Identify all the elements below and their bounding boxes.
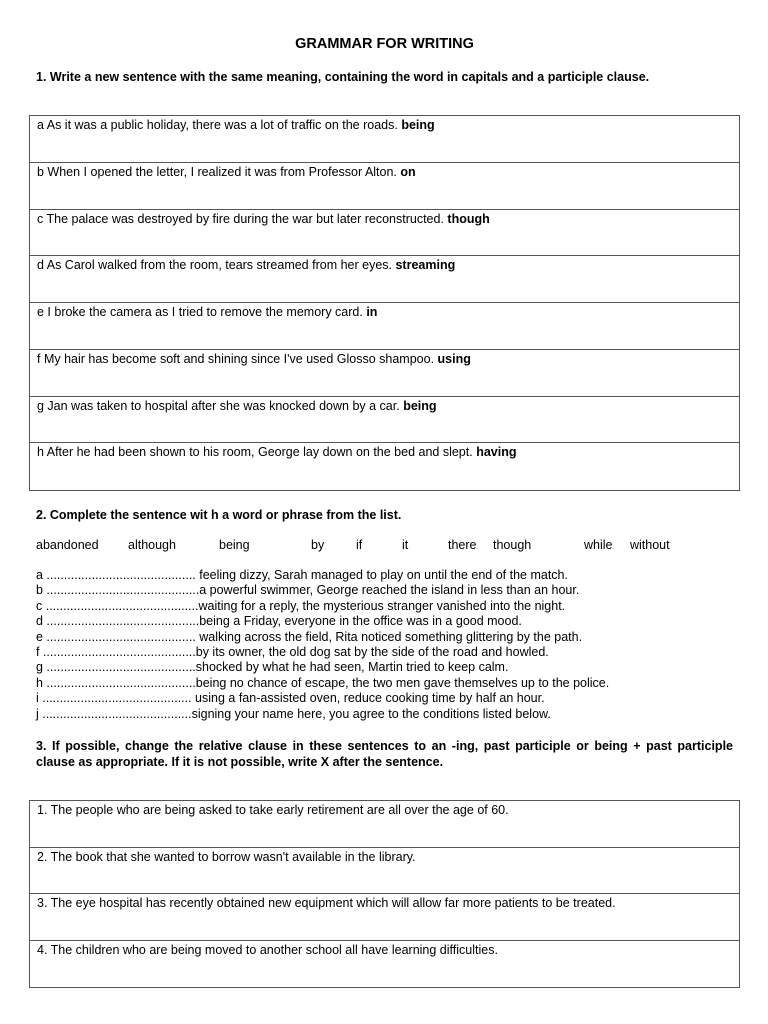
exercise2-sentence[interactable]: g ...........................................shocked by what he had seen, Martin tried to keep calm. — [36, 660, 509, 675]
exercise1-item[interactable] — [30, 303, 739, 350]
word-list-item: abandoned — [36, 538, 99, 552]
word-list-item: though — [493, 538, 532, 552]
word-list-item: without — [630, 538, 670, 552]
word-list-item: being — [219, 538, 250, 552]
exercise1-keyword: in — [366, 305, 378, 319]
exercise1-sentence: a As it was a public holiday, there was a lot of traffic on the roads. — [37, 118, 402, 132]
exercise3-item[interactable] — [30, 894, 739, 941]
exercise1-keyword: having — [476, 445, 517, 460]
section1-instruction: 1. Write a new sentence with the same meaning, containing the word in capitals and a participle clause. — [36, 70, 650, 84]
exercise1-item[interactable] — [30, 350, 739, 397]
exercise1-sentence: g Jan was taken to hospital after she was knocked down by a car. — [37, 398, 404, 413]
section3-instruction: 3. If possible, change the relative clause in these sentences to an -ing, past participle or being + past participle clause as appropriate. If it is not possible, write X after the sentence. — [36, 739, 733, 769]
section1-answer-table — [29, 115, 740, 491]
exercise1-keyword: streaming — [395, 258, 456, 273]
exercise2-sentence[interactable]: c ............................................waiting for a reply, the mysterious stranger vanished into the night. — [36, 598, 566, 613]
word-list-item: although — [128, 538, 176, 552]
exercise3-item[interactable] — [30, 801, 739, 848]
word-list-item: by — [311, 538, 325, 552]
exercise2-sentence[interactable]: b ............................................a powerful swimmer, George reached the island in less than an hour. — [36, 583, 580, 598]
word-list-item: there — [448, 538, 477, 552]
exercise2-sentence[interactable]: d ............................................being a Friday, everyone in the office was in a good mood. — [36, 614, 522, 629]
page-title: GRAMMAR FOR WRITING — [295, 36, 474, 52]
word-list-item: it — [402, 538, 409, 552]
exercise1-item[interactable] — [30, 397, 739, 444]
exercise3-item[interactable] — [30, 941, 739, 988]
exercise3-sentence: 1. The people who are being asked to take early retirement are all over the age of 60. — [37, 803, 509, 817]
exercise1-item[interactable] — [30, 116, 739, 163]
exercise1-sentence: f My hair has become soft and shining since I've used Glosso shampoo. — [37, 351, 438, 366]
word-list-item: while — [584, 538, 613, 552]
exercise2-sentence[interactable]: a ........................................... feeling dizzy, Sarah managed to play on until the end of the match. — [36, 568, 568, 582]
exercise1-sentence: b When I opened the letter, I realized it was from Professor Alton. — [37, 164, 401, 179]
exercise2-sentence[interactable]: h ...........................................being no chance of escape, the two men gave themselves up to the police. — [36, 675, 610, 690]
exercise1-item[interactable] — [30, 163, 739, 210]
exercise1-item[interactable] — [30, 210, 739, 257]
section2-instruction: 2. Complete the sentence wit h a word or phrase from the list. — [36, 508, 402, 522]
exercise1-keyword: being — [403, 398, 437, 413]
exercise1-keyword: using — [437, 351, 471, 366]
exercise1-keyword: being — [401, 118, 435, 132]
exercise1-sentence: c The palace was destroyed by fire during the war but later reconstructed. — [37, 211, 448, 226]
exercise2-sentence[interactable]: f ............................................by its owner, the old dog sat by the side of the road and howled. — [36, 644, 549, 659]
exercise3-sentence: 2. The book that she wanted to borrow wasn't available in the library. — [37, 849, 416, 864]
exercise3-sentence: 4. The children who are being moved to another school all have learning difficulties. — [37, 942, 498, 957]
exercise1-sentence: h After he had been shown to his room, George lay down on the bed and slept. — [37, 445, 477, 460]
exercise1-keyword: on — [400, 164, 416, 179]
section3-answer-table — [29, 800, 740, 988]
word-list-item: if — [356, 538, 363, 552]
exercise3-sentence: 3. The eye hospital has recently obtained new equipment which will allow far more patients to be treated. — [37, 896, 616, 910]
exercise2-sentence[interactable]: e ........................................... walking across the field, Rita noticed something glittering by the path. — [36, 629, 583, 644]
exercise1-item[interactable] — [30, 256, 739, 303]
exercise2-sentence[interactable]: j ...........................................signing your name here, you agree to the conditions listed below. — [36, 706, 551, 721]
exercise2-sentence[interactable]: i ........................................... using a fan-assisted oven, reduce cooking time by half an hour. — [36, 691, 545, 706]
exercise1-sentence: d As Carol walked from the room, tears streamed from her eyes. — [37, 258, 396, 273]
exercise1-sentence: e I broke the camera as I tried to remove the memory card. — [37, 305, 367, 319]
section2-sentences — [36, 568, 609, 722]
exercise3-item[interactable] — [30, 848, 739, 895]
exercise1-keyword: though — [447, 211, 490, 226]
exercise1-item[interactable] — [30, 443, 739, 490]
